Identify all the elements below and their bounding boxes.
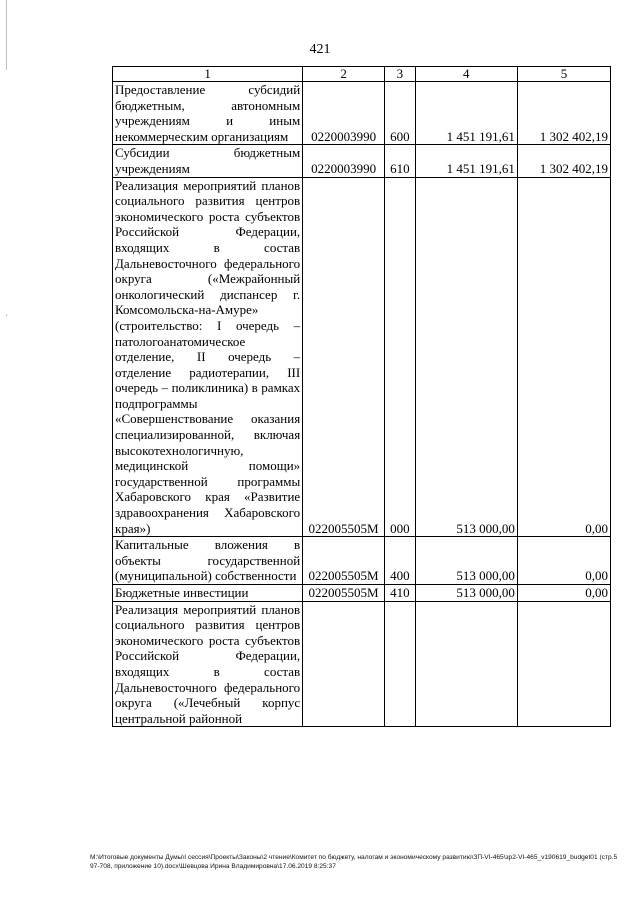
row-sum-2: 0,00	[517, 537, 610, 585]
row-code: 022005505М	[303, 177, 385, 537]
table-row	[113, 82, 611, 145]
row-sum-1: 1 451 191,61	[415, 82, 517, 145]
column-header: 1	[113, 67, 303, 82]
row-sum-1: 513 000,00	[415, 585, 517, 602]
row-sum-2: 1 302 402,19	[517, 145, 610, 177]
row-sum-1: 513 000,00	[415, 537, 517, 585]
row-type	[384, 601, 415, 727]
column-header: 2	[303, 67, 385, 82]
row-code: 022005505М	[303, 537, 385, 585]
scan-margin-dot	[6, 314, 7, 316]
scan-margin-line	[6, 0, 7, 70]
row-code: 022005505М	[303, 585, 385, 602]
table-row	[113, 601, 611, 727]
row-code: 0220003990	[303, 82, 385, 145]
column-header: 5	[517, 67, 610, 82]
footer-file-path: M:\Итоговые документы Думы\I сессия\Проекты\Законы\2 чтение\Комитет по бюджету, налогам и экономическому развитию\ЗП-VI-465\зр2-VI-465_v190619_budget01 (стр.597-708, приложение 10).docx\Шевцова Ирина Владимировна\17.06.2019 8:25:37	[90, 854, 618, 870]
row-name: Реализация мероприятий планов социального развития центров экономического роста субъектов Российской Федерации, входящих в состав Дальневосточного федерального округа («Лечебный корпус центральной районной	[113, 601, 303, 727]
page-number: 421	[309, 42, 331, 57]
row-sum-1	[415, 601, 517, 727]
table-row	[113, 145, 611, 177]
budget-table	[112, 66, 611, 727]
column-header: 3	[384, 67, 415, 82]
row-type: 610	[384, 145, 415, 177]
row-name: Предоставление субсидий бюджетным, автономным учреждениям и иным некоммерческим организациям	[113, 82, 303, 145]
table-row	[113, 585, 611, 602]
row-type: 000	[384, 177, 415, 537]
column-header: 4	[415, 67, 517, 82]
row-type: 400	[384, 537, 415, 585]
table-row	[113, 537, 611, 585]
row-type: 410	[384, 585, 415, 602]
table-row	[113, 177, 611, 537]
table-header-row	[113, 67, 611, 82]
row-name: Субсидии бюджетным учреждениям	[113, 145, 303, 177]
row-sum-1: 513 000,00	[415, 177, 517, 537]
row-name: Капитальные вложения в объекты государственной (муниципальной) собственности	[113, 537, 303, 585]
row-name: Бюджетные инвестиции	[113, 585, 303, 602]
row-sum-2: 0,00	[517, 177, 610, 537]
row-code: 0220003990	[303, 145, 385, 177]
row-type: 600	[384, 82, 415, 145]
row-code	[303, 601, 385, 727]
row-sum-2: 1 302 402,19	[517, 82, 610, 145]
row-name: Реализация мероприятий планов социального развития центров экономического роста субъектов Российской Федерации, входящих в состав Дальневосточного федерального округа («Межрайонный онкологический диспансер г. Комсомольска-на-Амуре» (строительство: I очередь – патологоанатомическое отделение, II очередь – отделение радиотерапии, III очередь – поликлиника) в рамках подпрограммы «Совершенствование оказания специализированной, включая высокотехнологичную, медицинской помощи» государственной программы Хабаровского края «Развитие здравоохранения Хабаровского края»)	[113, 177, 303, 537]
row-sum-1: 1 451 191,61	[415, 145, 517, 177]
row-sum-2: 0,00	[517, 585, 610, 602]
row-sum-2	[517, 601, 610, 727]
